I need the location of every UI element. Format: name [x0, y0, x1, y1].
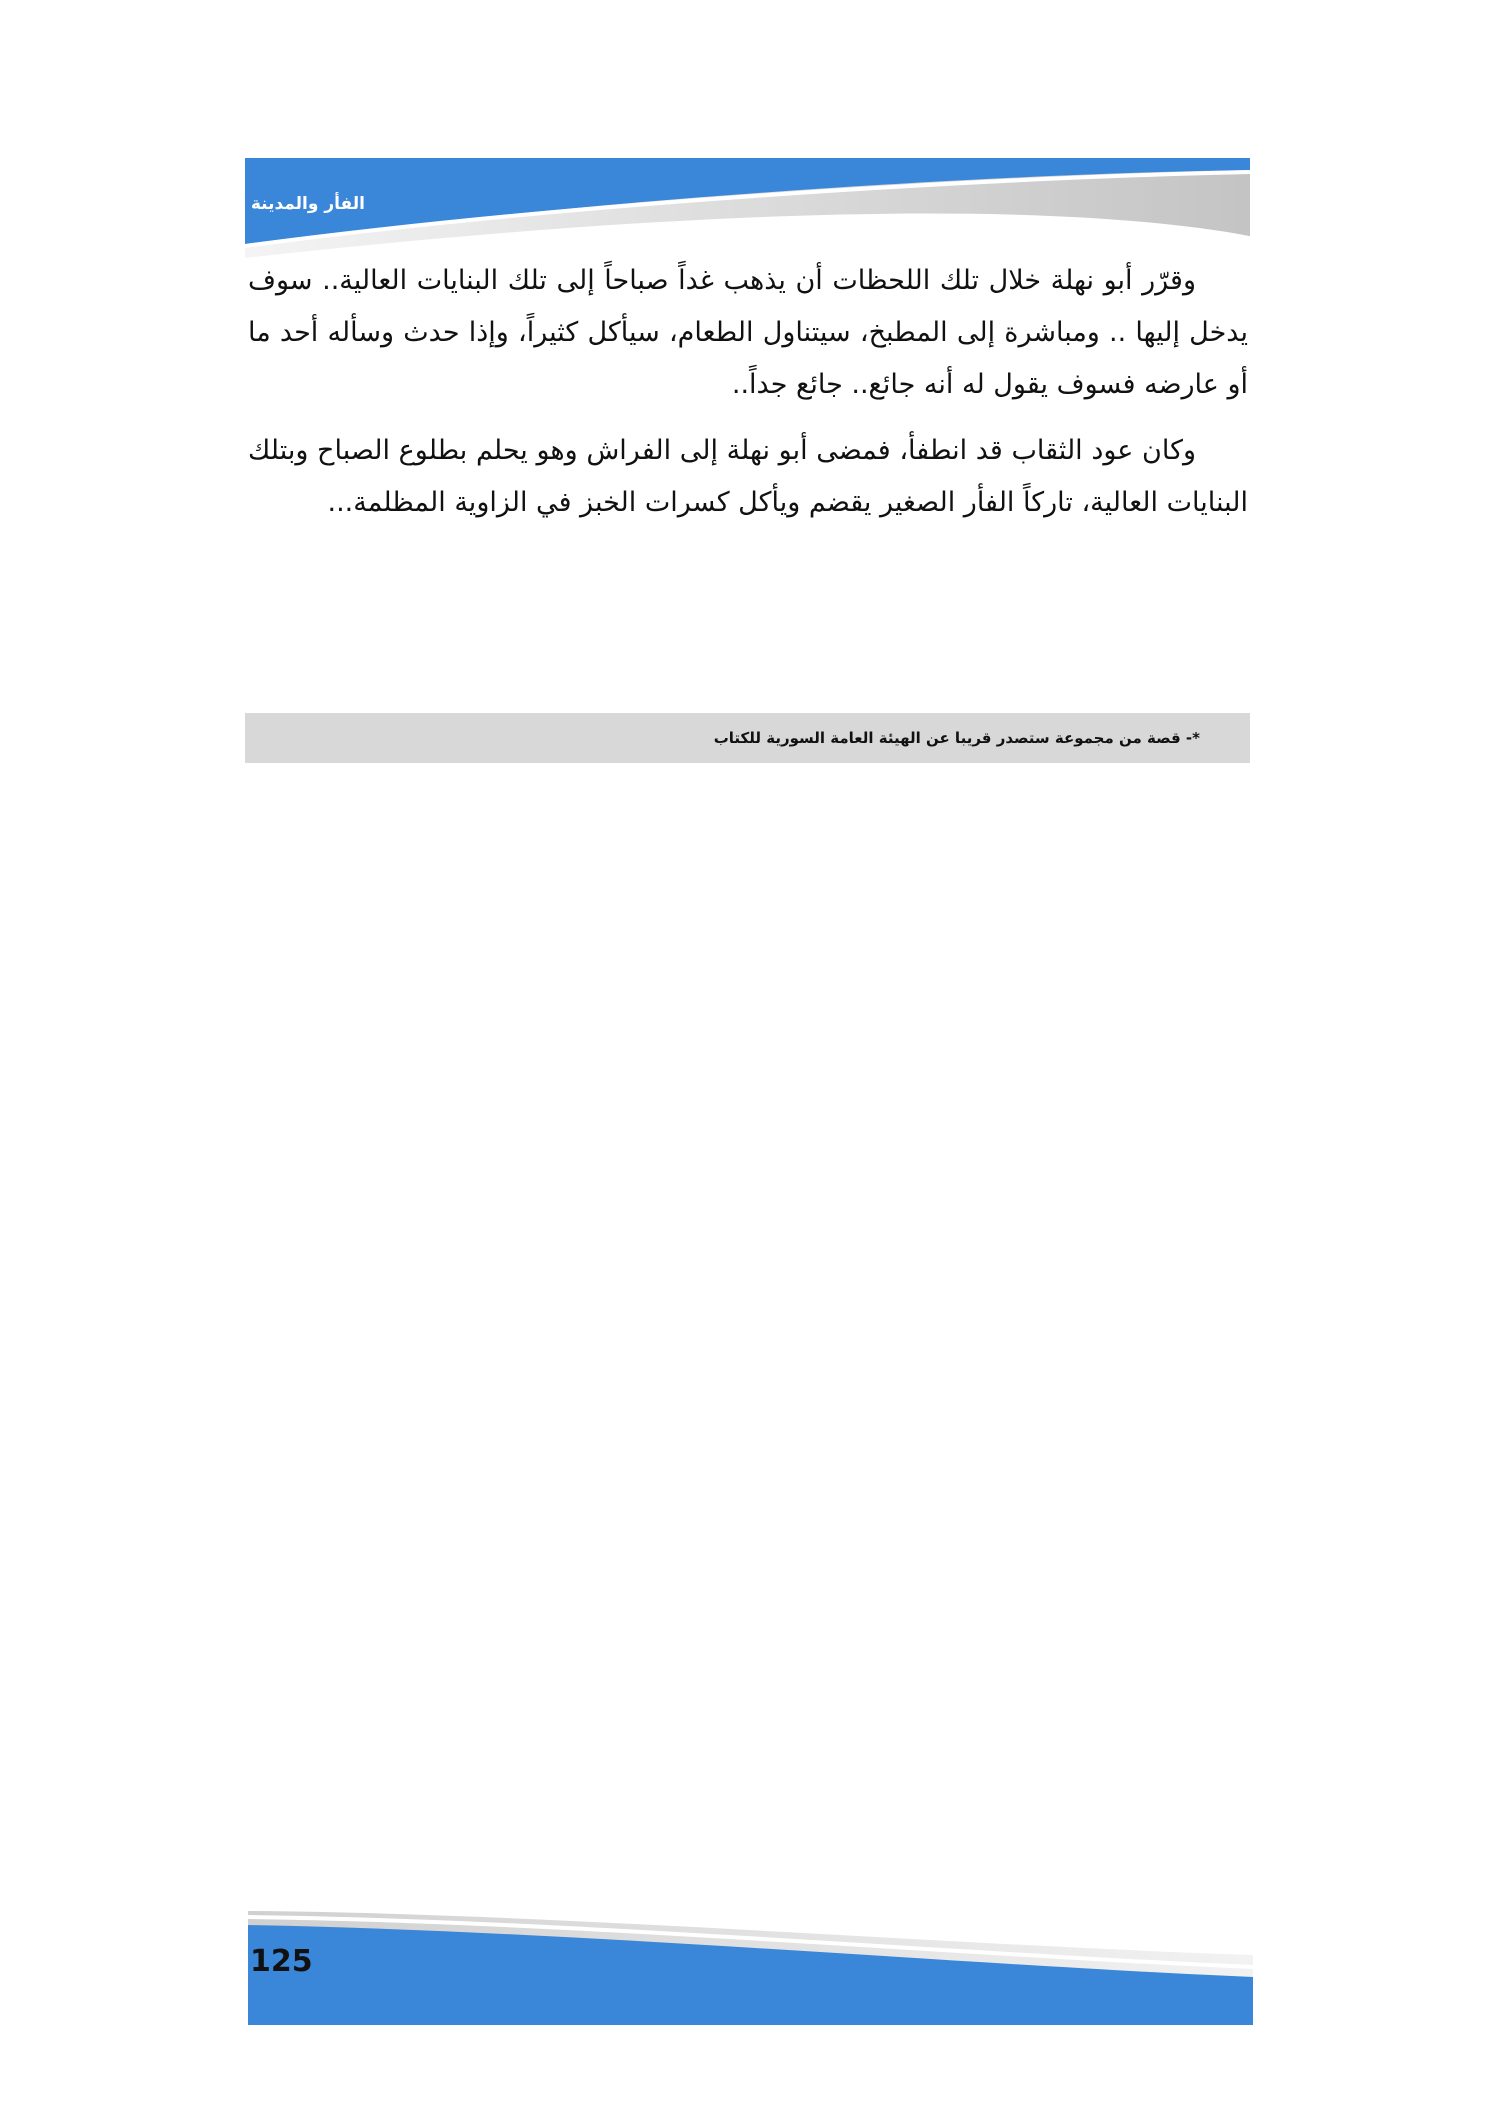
paragraph-2: وكان عود الثقاب قد انطفأ، فمضى أبو نهلة إلى الفراش وهو يحلم بطلوع الصباح وبتلك البنايات العالية، تاركاً الفأر الصغير يقضم ويأكل كسرات الخبز في الزاوية المظلمة... [248, 435, 1248, 518]
story-text [248, 255, 1248, 595]
running-header-title: الفأر والمدينة [250, 194, 365, 214]
footer-band [248, 1905, 1253, 2025]
header-band [245, 158, 1250, 258]
page-number: 125 [250, 1944, 313, 1979]
footnote-text: *- قصة من مجموعة ستصدر قريبا عن الهيئة العامة السورية للكتاب [713, 729, 1200, 747]
paragraph-1: وقرّر أبو نهلة خلال تلك اللحظات أن يذهب غداً صباحاً إلى تلك البنايات العالية.. سوف يدخل إليها .. ومباشرة إلى المطبخ، سيتناول الطعام، سيأكل كثيراً، وإذا حدث وسأله أحد ما أو عارضه فسوف يقول له أنه جائع.. جائع جداً.. [248, 265, 1248, 400]
